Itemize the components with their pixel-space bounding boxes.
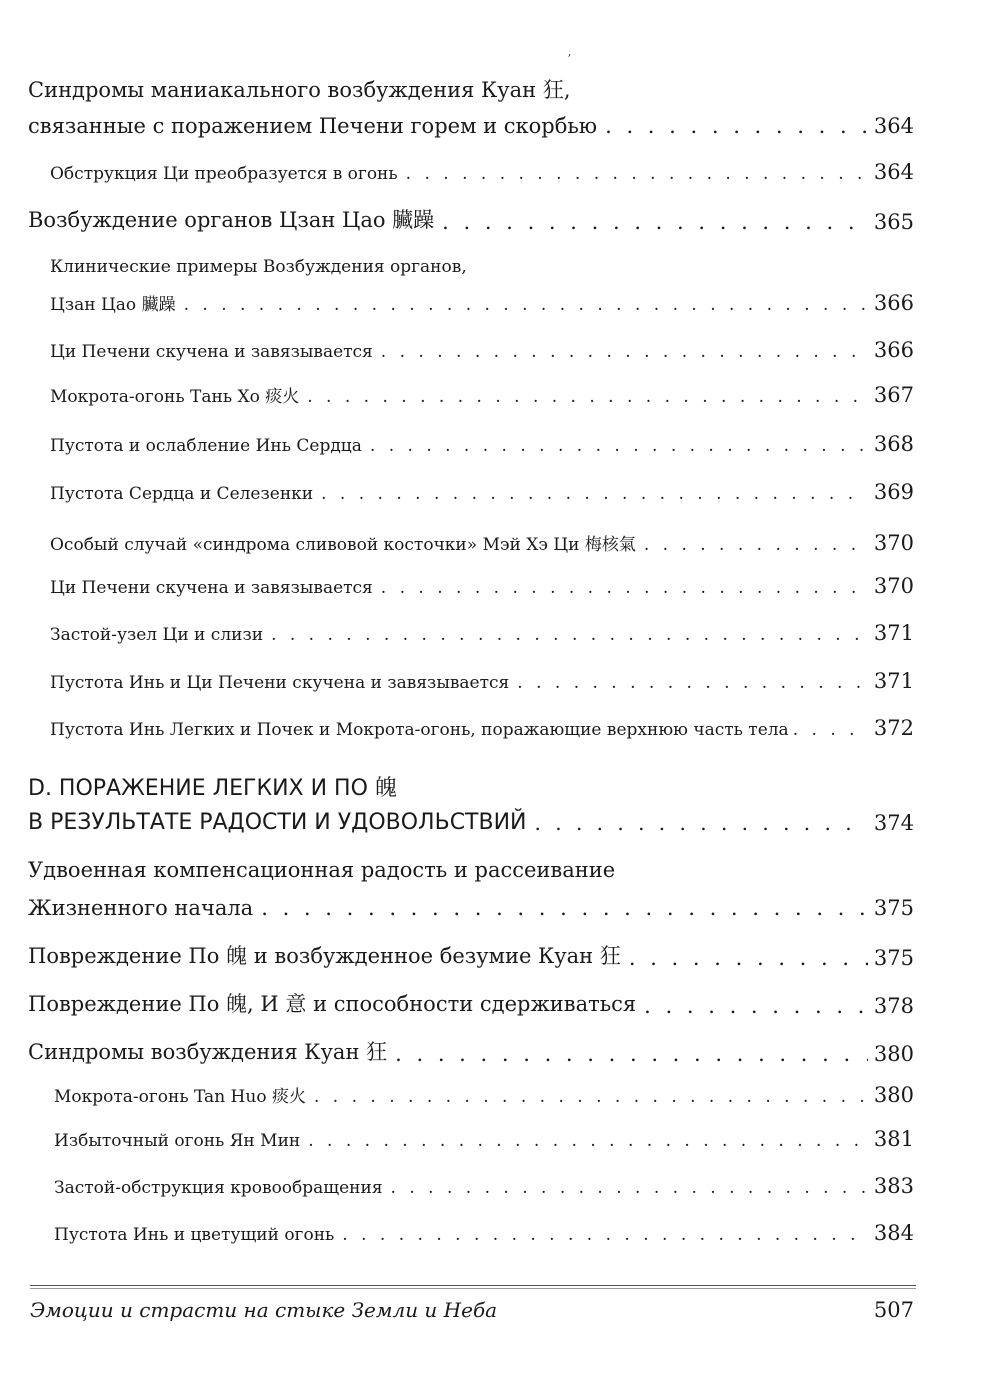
toc-entry-6[interactable] (50, 432, 914, 456)
toc-page-number: 372 (873, 716, 914, 740)
leader-dots (793, 720, 868, 740)
toc-page-number: 371 (873, 621, 914, 645)
toc-page-number: 366 (873, 338, 914, 362)
footer-divider (30, 1285, 916, 1286)
toc-entry-label: Ци Печени скучена и завязывается (50, 578, 373, 598)
toc-entry-label: Мокрота-огонь Tan Huo 痰火 (54, 1087, 306, 1107)
toc-entry-2[interactable] (28, 204, 914, 234)
leader-dots (271, 625, 868, 645)
toc-entry-0-line1: Синдромы маниакального возбуждения Куан 狂, (28, 78, 571, 102)
toc-entry-18[interactable] (54, 1082, 914, 1107)
leader-dots (395, 1042, 868, 1066)
toc-page-number: 364 (873, 160, 914, 184)
toc-entry-label: Возбуждение органов Цзан Цао 臟躁 (28, 208, 435, 232)
toc-entry-1[interactable] (50, 160, 914, 184)
toc-page-number: 380 (873, 1042, 914, 1066)
toc-entry-label: Повреждение По 魄, И 意 и способности сдерживаться (28, 992, 637, 1016)
toc-page-number: 369 (873, 480, 914, 504)
leader-dots (644, 994, 868, 1018)
leader-dots (535, 811, 868, 835)
toc-entry-17[interactable] (28, 1036, 914, 1066)
toc-entry-15[interactable] (28, 940, 914, 970)
leader-dots (370, 436, 868, 456)
toc-entry-8[interactable] (50, 530, 914, 555)
leader-dots (406, 164, 868, 184)
toc-page-number: 364 (873, 114, 914, 138)
section-heading-d-line2: В РЕЗУЛЬТАТЕ РАДОСТИ И УДОВОЛЬСТВИЙ (28, 810, 527, 835)
leader-dots (644, 535, 868, 555)
toc-entry-4[interactable] (50, 338, 914, 362)
toc-entry-3-line2: Цзан Цао 臟躁 (50, 295, 176, 315)
leader-dots (314, 1087, 868, 1107)
stray-mark: ʼ (567, 52, 571, 66)
toc-entry-11[interactable] (50, 669, 914, 693)
toc-entry-label: Пустота и ослабление Инь Сердца (50, 436, 362, 456)
leader-dots (381, 342, 868, 362)
toc-entry-label: Застой-обструкция кровообращения (54, 1178, 383, 1198)
toc-page-number: 380 (873, 1083, 914, 1107)
toc-page-number: 383 (873, 1174, 914, 1198)
folio-page-number: 507 (873, 1298, 914, 1322)
toc-page-number: 374 (873, 811, 914, 835)
toc-entry-label: Пустота Инь Легких и Почек и Мокрота-огонь, поражающие верхнюю часть тела (50, 720, 789, 740)
toc-page-number: 370 (873, 574, 914, 598)
toc-entry-0-line2: связанные с поражением Печени горем и скорбью (28, 114, 598, 138)
toc-entry-14[interactable] (28, 896, 914, 920)
toc-entry-0[interactable] (28, 114, 914, 138)
footer-divider-thin (30, 1288, 916, 1289)
toc-entry-label: Ци Печени скучена и завязывается (50, 342, 373, 362)
toc-page-number: 371 (873, 669, 914, 693)
toc-page-number: 384 (873, 1221, 914, 1245)
toc-entry-7[interactable] (50, 480, 914, 504)
toc-entry-12[interactable] (50, 716, 914, 740)
toc-entry-label: Избыточный огонь Ян Мин (54, 1131, 301, 1151)
toc-page-number: 370 (873, 531, 914, 555)
leader-dots (605, 114, 868, 138)
leader-dots (307, 387, 868, 407)
leader-dots (391, 1178, 868, 1198)
toc-entry-label: Повреждение По 魄 и возбужденное безумие Куан 狂 (28, 944, 621, 968)
toc-page-number: 378 (873, 994, 914, 1018)
leader-dots (342, 1225, 868, 1245)
toc-entry-14-line1: Удвоенная компенсационная радость и рассеивание (28, 858, 616, 882)
toc-entry-9[interactable] (50, 574, 914, 598)
toc-entry-16[interactable] (28, 988, 914, 1018)
leader-dots (442, 210, 868, 234)
toc-page-number: 381 (873, 1127, 914, 1151)
toc-page-number: 368 (873, 432, 914, 456)
toc-page-number: 375 (873, 946, 914, 970)
leader-dots (629, 946, 868, 970)
toc-entry-label: Синдромы возбуждения Куан 狂 (28, 1040, 388, 1064)
toc-entry-label: Пустота Инь и Ци Печени скучена и завязывается (50, 673, 510, 693)
leader-dots (321, 484, 868, 504)
toc-entry-21[interactable] (54, 1221, 914, 1245)
toc-entry-3[interactable] (50, 290, 914, 315)
leader-dots (381, 578, 868, 598)
toc-page-number: 365 (873, 210, 914, 234)
running-footer-title: Эмоции и страсти на стыке Земли и Неба (30, 1298, 498, 1322)
toc-entry-label: Застой-узел Ци и слизи (50, 625, 264, 645)
toc-entry-13[interactable] (28, 810, 914, 835)
leader-dots (184, 295, 868, 315)
toc-entry-19[interactable] (54, 1127, 914, 1151)
toc-page-number: 375 (873, 896, 914, 920)
section-heading-d-line1: D. ПОРАЖЕНИЕ ЛЕГКИХ И ПО 魄 (28, 776, 397, 801)
toc-entry-3-line1: Клинические примеры Возбуждения органов, (50, 257, 467, 277)
toc-entry-10[interactable] (50, 621, 914, 645)
toc-entry-5[interactable] (50, 382, 914, 407)
leader-dots (261, 896, 868, 920)
toc-entry-label: Пустота Инь и цветущий огонь (54, 1225, 335, 1245)
toc-page-number: 366 (873, 291, 914, 315)
toc-entry-label: Особый случай «синдрома сливовой косточки» Мэй Хэ Ци 梅核氣 (50, 535, 636, 555)
toc-entry-label: Обструкция Ци преобразуется в огонь (50, 164, 398, 184)
toc-entry-14-line2: Жизненного начала (28, 896, 254, 920)
leader-dots (517, 673, 868, 693)
toc-page-number: 367 (873, 383, 914, 407)
toc-entry-label: Пустота Сердца и Селезенки (50, 484, 314, 504)
toc-entry-label: Мокрота-огонь Тань Хо 痰火 (50, 387, 300, 407)
leader-dots (308, 1131, 868, 1151)
toc-entry-20[interactable] (54, 1174, 914, 1198)
